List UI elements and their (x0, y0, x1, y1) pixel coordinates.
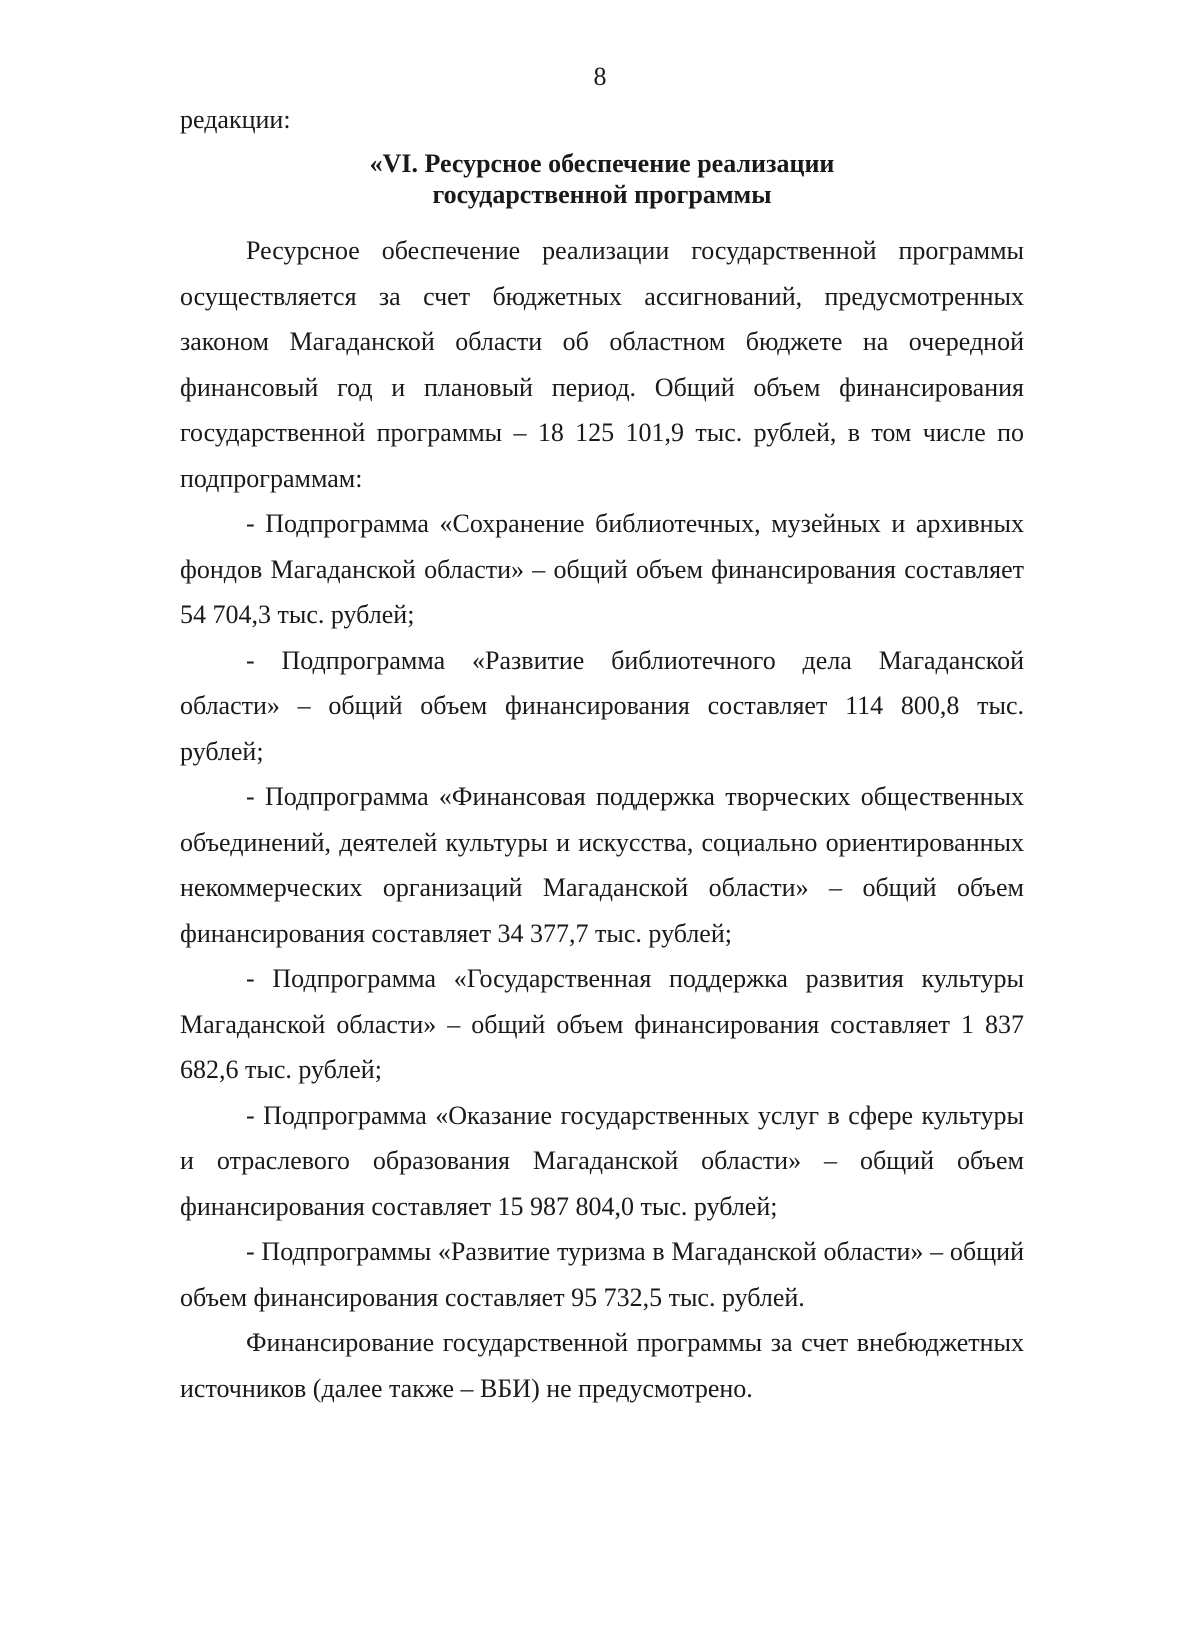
paragraph-subprogram-library: - Подпрограмма «Развитие библиотечного дела Магаданской области» – общий объем финансирования составляет 114 800,8 тыс. рублей; (180, 645, 1024, 766)
section-heading-line-1: «VI. Ресурсное обеспечение реализации (369, 149, 835, 178)
section-heading (180, 148, 1024, 210)
paragraph-extrabudgetary: Финансирование государственной программы за счет внебюджетных источников (далее также – ВБИ) не предусмотрено. (180, 1328, 1024, 1403)
paragraph-subprogram-services: - Подпрограмма «Оказание государственных услуг в сфере культуры и отраслевого образования Магаданской области» – общий объем финансирования составляет 15 987 804,0 тыс. рублей; (180, 1100, 1024, 1221)
paragraph-subprogram-financial-support: - Подпрограмма «Финансовая поддержка творческих общественных объединений, деятелей культуры и искусства, социально ориентированных некоммерческих организаций Магаданской области» – общий объем финансирования составляет 34 377,7 тыс. рублей; (180, 782, 1024, 948)
lead-word: редакции: (180, 105, 291, 134)
paragraph-subprogram-state-support: - Подпрограмма «Государственная поддержка развития культуры Магаданской области» – общий объем финансирования составляет 1 837 682,6 тыс. рублей; (180, 964, 1024, 1084)
body-text (180, 228, 1024, 1411)
paragraph-intro: Ресурсное обеспечение реализации государственной программы осуществляется за счет бюджетных ассигнований, предусмотренных законом Магаданской области об областном бюджете на очередной финансовый год и плановый период. Общий объем финансирования государственной программы – 18 125 101,9 тыс. рублей, в том числе по подпрограммам: (180, 236, 1024, 493)
paragraph-subprogram-funds: - Подпрограмма «Сохранение библиотечных, музейных и архивных фондов Магаданской области» – общий объем финансирования составляет 54 704,3 тыс. рублей; (180, 509, 1024, 629)
page-number: 8 (593, 62, 607, 91)
paragraph-subprogram-tourism: - Подпрограммы «Развитие туризма в Магаданской области» – общий объем финансирования составляет 95 732,5 тыс. рублей. (180, 1237, 1024, 1312)
section-heading-line-2: государственной программы (432, 180, 772, 209)
